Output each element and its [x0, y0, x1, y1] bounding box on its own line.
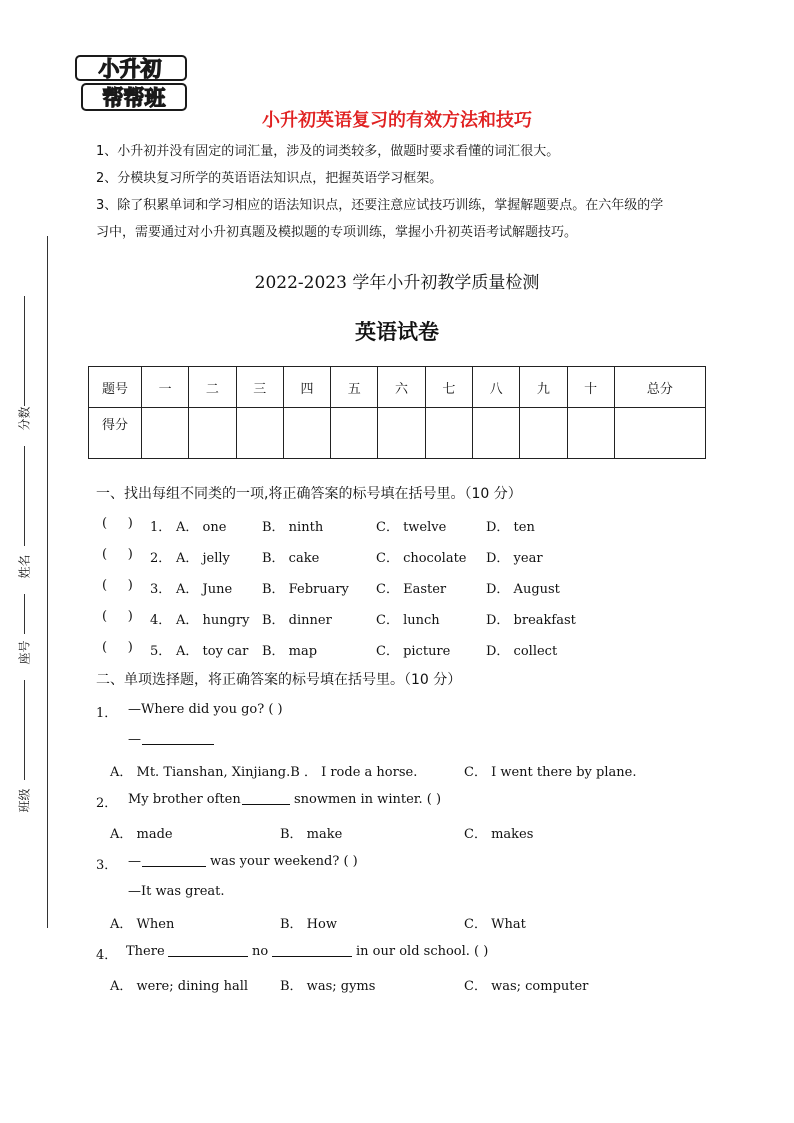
answer-paren[interactable]: ( ): [102, 578, 133, 593]
section1-item-1: ( ) 1． A． one B． ninth C． twelve D． ten: [102, 516, 535, 535]
section1-item-2: ( ) 2． A． jelly B． cake C． chocolate D． year: [102, 547, 543, 566]
answer-paren[interactable]: ( ): [102, 547, 133, 562]
exam-subtitle: 英语试卷: [355, 320, 439, 344]
header-cell: 一: [142, 367, 189, 408]
side-label-name: 姓名: [17, 554, 32, 579]
header-cell: 八: [472, 367, 519, 408]
blank-line-name: [24, 446, 25, 546]
score-cell[interactable]: [142, 408, 189, 459]
score-cell[interactable]: [283, 408, 330, 459]
score-row-label: 得分: [89, 408, 142, 459]
score-cell[interactable]: [331, 408, 378, 459]
score-cell[interactable]: [472, 408, 519, 459]
header-cell: 三: [236, 367, 283, 408]
answer-blank[interactable]: [168, 944, 248, 961]
tip-3: 3、除了积累单词和学习相应的语法知识点，还要注意应试技巧训练，掌握解题要点。在六年级的学: [96, 198, 664, 213]
header-cell: 五: [331, 367, 378, 408]
section2-title: 二、单项选择题，将正确答案的标号填在括号里。（10 分）: [96, 672, 462, 688]
answer-paren[interactable]: ( ): [102, 609, 133, 624]
side-label-seat: 座号: [17, 640, 32, 665]
section1-item-3: ( ) 3． A． June B． February C． Easter D． August: [102, 578, 560, 597]
header-cell: 十: [567, 367, 614, 408]
score-cell[interactable]: [520, 408, 567, 459]
score-cell[interactable]: [189, 408, 236, 459]
question-4-options: A． were; dining hall B． was; gyms C． was; computer: [110, 979, 589, 994]
answer-paren[interactable]: ( ): [102, 516, 133, 531]
question-1-answer-line: —: [96, 732, 696, 752]
blank-line-class: [24, 680, 25, 780]
question-2: 2． My brother often snowmen in winter. ( ): [96, 792, 442, 811]
blank-line-score: [24, 296, 25, 406]
header-cell: 题号: [89, 367, 142, 408]
blank-line-seat: [24, 594, 25, 634]
header-title: 小升初英语复习的有效方法和技巧: [262, 110, 532, 131]
exam-title: 2022-2023 学年小升初教学质量检测: [254, 273, 540, 293]
header-cell: 四: [283, 367, 330, 408]
header-cell: 九: [520, 367, 567, 408]
question-1-options: A． Mt. Tianshan, Xinjiang.B ． I rode a horse. C． I went there by plane.: [110, 765, 637, 780]
header-cell: 总分: [614, 367, 705, 408]
score-table: [88, 366, 706, 459]
answer-blank[interactable]: [142, 854, 206, 871]
answer-blank[interactable]: [242, 792, 290, 809]
tip-1: 1、小升初并没有固定的词汇量，涉及的词类较多，做题时要求看懂的词汇很大。: [96, 144, 560, 159]
logo-line1: 小升初: [98, 57, 162, 81]
score-cell[interactable]: [567, 408, 614, 459]
question-3-options: A． When B． How C． What: [110, 917, 526, 932]
header-cell: 六: [378, 367, 425, 408]
section1-item-5: ( ) 5． A． toy car B． map C． picture D． collect: [102, 640, 558, 659]
question-4: 4． There no in our old school. ( ): [96, 944, 489, 963]
answer-paren[interactable]: ( ): [102, 640, 133, 655]
question-3: 3． — was your weekend? ( ): [96, 854, 358, 873]
answer-blank[interactable]: [142, 732, 214, 749]
answer-blank[interactable]: [272, 944, 352, 961]
question-3-line2: —It was great.: [128, 884, 225, 899]
score-cell[interactable]: [614, 408, 705, 459]
side-label-class: 班级: [17, 788, 32, 813]
section1-item-4: ( ) 4． A． hungry B． dinner C． lunch D． breakfast: [102, 609, 576, 628]
side-label-score: 分数: [17, 406, 32, 431]
binding-line: [47, 236, 48, 928]
header-cell: 二: [189, 367, 236, 408]
tip-2: 2、分模块复习所学的英语语法知识点，把握英语学习框架。: [96, 171, 443, 186]
question-2-options: A． made B． make C． makes: [110, 827, 534, 842]
score-table-header-row: [89, 367, 706, 408]
question-1: 1． —Where did you go? ( ): [96, 702, 283, 721]
score-cell[interactable]: [425, 408, 472, 459]
tip-4: 习中，需要通过对小升初真题及模拟题的专项训练，掌握小升初英语考试解题技巧。: [96, 225, 578, 240]
score-cell[interactable]: [236, 408, 283, 459]
section1-title: 一、找出每组不同类的一项,将正确答案的标号填在括号里。（10 分）: [96, 486, 522, 502]
score-cell[interactable]: [378, 408, 425, 459]
score-table-score-row: [89, 408, 706, 459]
logo: [72, 48, 194, 114]
logo-line2: 帮帮班: [102, 86, 166, 110]
header-cell: 七: [425, 367, 472, 408]
